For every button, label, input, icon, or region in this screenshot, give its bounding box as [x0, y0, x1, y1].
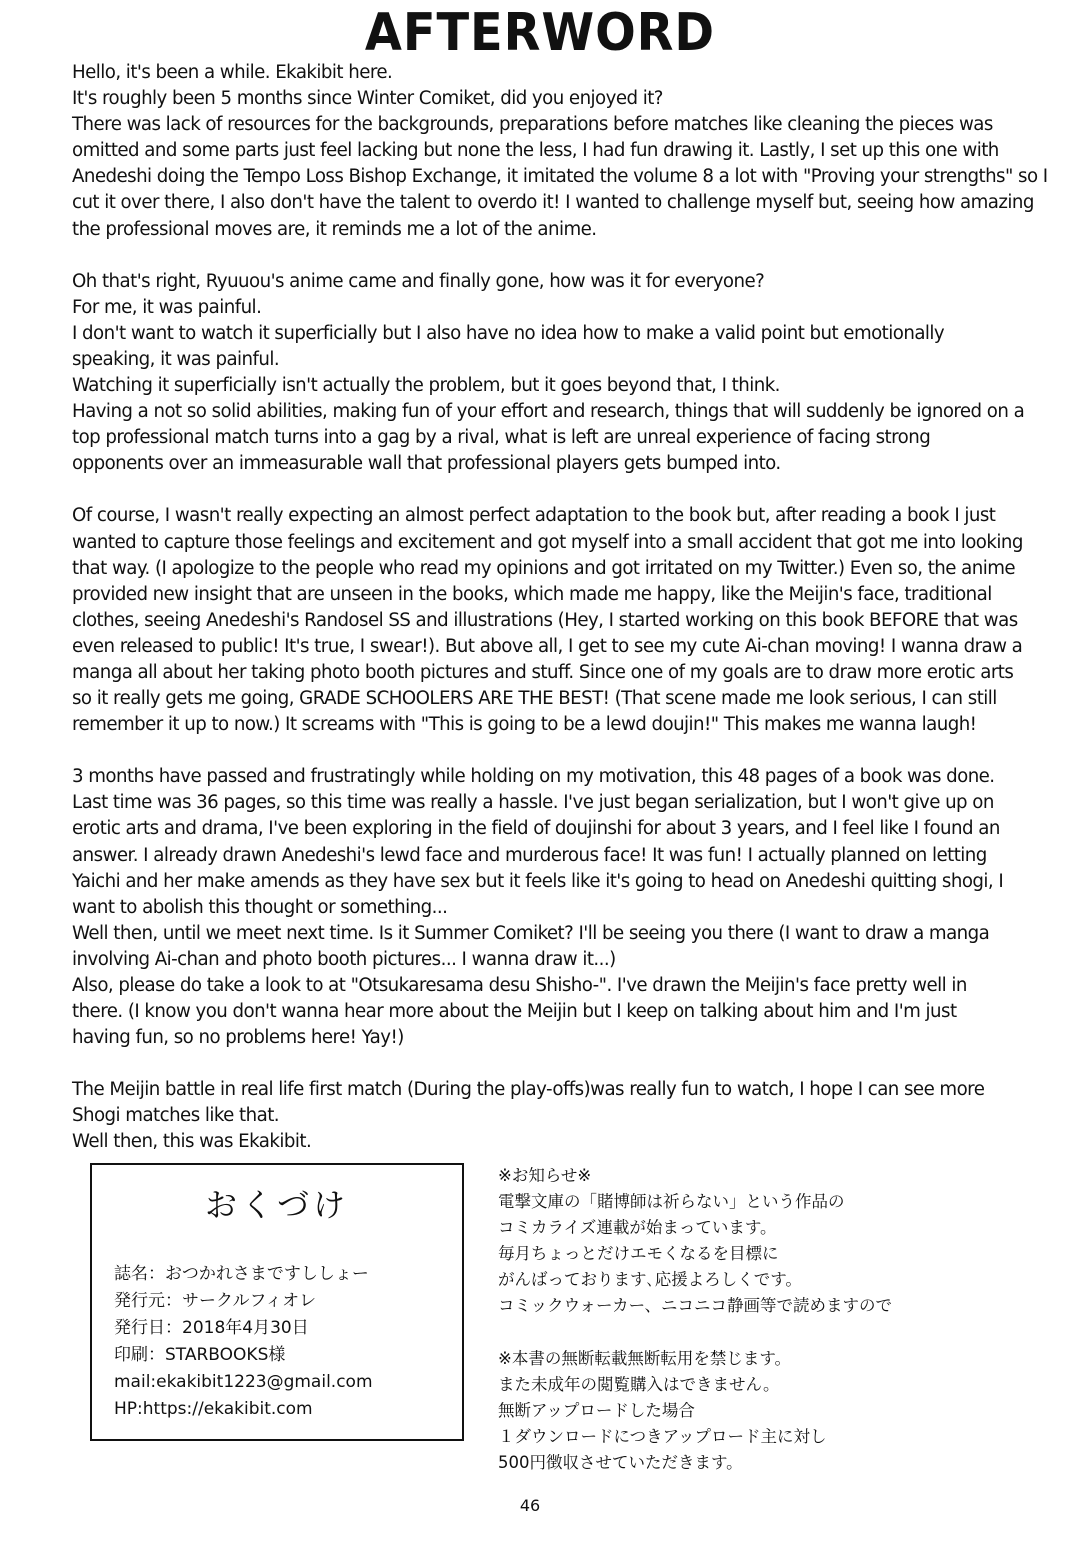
text-line: For me, it was painful. [72, 296, 262, 318]
text-line: Having a not so solid abilities, making fun of your effort and research, things that will suddenly be ignored on a [72, 401, 1025, 423]
afterword-body [72, 60, 1048, 1182]
colophon-date-row: 発行日：2018年4月30日 [114, 1318, 309, 1338]
text-line: erotic arts and drama, I've been exploring in the field of doujinshi for about 3 years, and I feel like I found an [72, 818, 1000, 840]
text-line: Anedeshi doing the Tempo Loss Bishop Exchange, it imitated the volume 8 a lot with "Proving your strengths" so I [72, 166, 1048, 188]
notice-line: 毎月ちょっとだけエモくなるを目標に [498, 1244, 779, 1264]
text-line: I don't want to watch it superficially but I also have no idea how to make a valid point but emotionally [72, 322, 945, 344]
text-line: provided new insight that are unseen in the books, which made me happy, like the Meijin's face, traditional [72, 583, 992, 605]
text-line: It's roughly been 5 months since Winter Comiket, did you enjoyed it? [72, 88, 663, 110]
text-line: speaking, it was painful. [72, 348, 280, 370]
text-line: there. (I know you don't wanna hear more about the Meijin but I keep on talking about him and I'm just [72, 1001, 957, 1023]
text-line: remember it up to now.) It screams with "This is going to be a lewd doujin!" This makes me wanna laugh! [72, 714, 977, 736]
text-line: opponents over an immeasurable wall that professional players gets bumped into. [72, 453, 781, 475]
text-line: Well then, until we meet next time. Is it Summer Comiket? I'll be seeing you there (I want to draw a manga [72, 922, 990, 944]
text-line: answer. I already drawn Anedeshi's lewd face and murderous face! It was fun! I actually planned on letting [72, 844, 987, 866]
paragraph [72, 1077, 1007, 1155]
text-line: Yaichi and her make amends as they have sex but it feels like it's going to head on Anedeshi quitting shogi, I [72, 870, 1004, 892]
page-title: AFTERWORD [364, 3, 716, 63]
text-line: Also, please do take a look to at "Otsukaresama desu Shisho-". I've drawn the Meijin's face pretty well in [72, 975, 967, 996]
colophon-publisher-row: 発行元：サークルフィオレ [114, 1291, 317, 1311]
text-line: 3 months have passed and frustratingly while holding on my motivation, this 48 pages of a book was done. [72, 766, 995, 788]
text-line: wanted to capture those feelings and excitement and got myself into a small accident that got me into looking [72, 531, 1023, 553]
text-line: Oh that's right, Ryuuou's anime came and finally gone, how was it for everyone? [72, 270, 765, 292]
colophon-printer-row: 印刷：STARBOOKS様 [114, 1345, 286, 1365]
copyright-warning-line: １ダウンロードにつきアップロード主に対し [498, 1426, 827, 1446]
text-line: Hello, it's been a while. Ekakibit here. [72, 62, 393, 83]
colophon-homepage-row: HP:https://ekakibit.com [114, 1399, 313, 1419]
text-line: manga all about her taking photo booth pictures and stuff. Since one of my goals are to draw more erotic arts [72, 661, 1014, 683]
text-line: cut it over there, I also don't have the talent to overdo it! I wanted to challenge myself but, seeing how amazing [72, 192, 1034, 214]
notice-line: コミックウォーカー、ニコニコ静画等で読めますので [498, 1296, 893, 1316]
copyright-warning-line: 500円徴収させていただきます。 [498, 1452, 743, 1472]
text-line: involving Ai-chan and photo booth pictures... I wanna draw it...) [72, 948, 616, 970]
text-line: Shogi matches like that. [72, 1105, 280, 1127]
text-line: so it really gets me going, GRADE SCHOOLERS ARE THE BEST! (That scene made me look serious, I can still [72, 688, 997, 710]
paragraph [72, 269, 1025, 478]
notice-line: 電撃文庫の「賭博師は祈らない」という作品の [498, 1192, 845, 1212]
text-line: want to abolish this thought or something... [72, 896, 448, 918]
copyright-warning-line: 無断アップロードした場合 [498, 1400, 695, 1420]
paragraph [72, 60, 1048, 243]
text-line: The Meijin battle in real life first match (During the play-offs)was really fun to watch, I hope I can see more [72, 1079, 985, 1101]
text-line: even released to public! It's true, I swear!). But above all, I get to see my cute Ai-chan moving! I wanna draw a [72, 635, 1023, 657]
text-line: having fun, so no problems here! Yay!) [72, 1027, 404, 1049]
text-line: top professional match turns into a gag by a rival, what is left are unreal experience of facing strong [72, 427, 931, 449]
notice-text [498, 1163, 998, 1476]
text-line: Last time was 36 pages, so this time was really a hassle. I've just began serialization, but I won't give up on [72, 792, 994, 814]
colophon-title-row: 誌名：おつかれさまですししょー [114, 1264, 369, 1284]
colophon-title: おくづけ [204, 1186, 349, 1224]
colophon-email-row: mail:ekakibit1223@gmail.com [114, 1372, 373, 1392]
page-number: 46 [519, 1496, 541, 1515]
text-line: omitted and some parts just feel lacking but none the less, I had fun drawing it. Lastly, I set up this one with [72, 140, 999, 162]
copyright-warning-line: また未成年の閲覧購入はできません。 [498, 1374, 780, 1394]
text-line: There was lack of resources for the backgrounds, preparations before matches like cleaning the pieces was [72, 114, 993, 136]
text-line: that way. (I apologize to the people who read my opinions and got irritated on my Twitter.) Even so, the anime [72, 557, 1016, 579]
colophon-box [90, 1163, 464, 1441]
copyright-warning-line: ※本書の無断転載無断転用を禁じます。 [498, 1348, 792, 1368]
notice-line: コミカライズ連載が始まっています。 [498, 1218, 777, 1238]
text-line: the professional moves are, it reminds me a lot of the anime. [72, 218, 597, 240]
paragraph [72, 764, 1007, 1051]
text-line: Watching it superficially isn't actually the problem, but it goes beyond that, I think. [72, 375, 780, 397]
paragraph [72, 503, 1023, 738]
notice-line: がんばっております､応援よろしくです。 [498, 1270, 802, 1290]
notice-heading: ※お知らせ※ [498, 1166, 592, 1185]
text-line: Of course, I wasn't really expecting an almost perfect adaptation to the book but, after reading a book I just [72, 505, 996, 527]
text-line: Well then, this was Ekakibit. [72, 1131, 312, 1153]
colophon-details [114, 1261, 373, 1423]
text-line: clothes, seeing Anedeshi's Randosel SS and illustrations (Hey, I started working on this book BEFORE that was [72, 609, 1018, 631]
notice-spacer [498, 1320, 998, 1346]
